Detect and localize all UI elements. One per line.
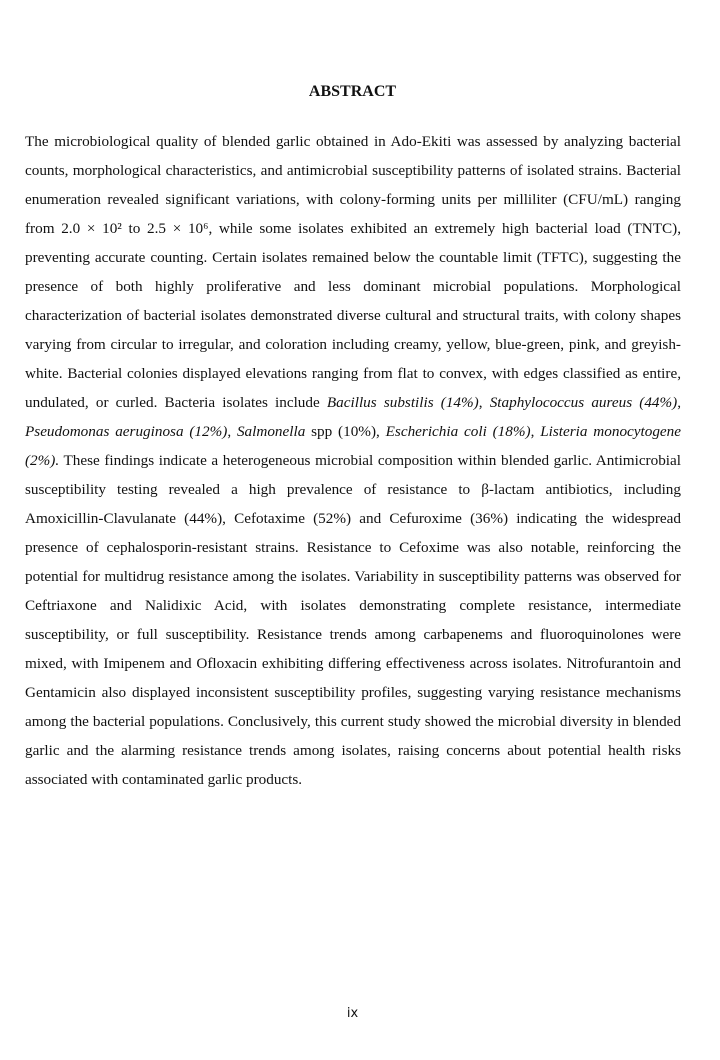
organism-salmonella: Salmonella <box>236 423 306 440</box>
abstract-heading: ABSTRACT <box>308 83 397 100</box>
salmonella-spp-text: spp (10%), <box>305 423 386 440</box>
abstract-paragraph <box>25 127 681 794</box>
page-number: ix <box>346 1006 359 1021</box>
organism-ecoli: Escherichia coli (18%) <box>385 423 531 440</box>
separator: , <box>227 423 237 440</box>
separator: , <box>677 394 682 411</box>
organism-staphylococcus: Staphylococcus aureus (44%) <box>489 394 678 411</box>
organism-pseudomonas: Pseudomonas aeruginosa (12%) <box>25 423 228 440</box>
abstract-text-intro: The microbiological quality of blended garlic obtained in Ado-Ekiti was assessed by analyzing bacterial counts, morphological characteristics, and antimicrobial susceptibility patterns of isolated strains. Bacterial enumeration revealed significant variations, with colony-forming units per milliliter (CFU/mL) ranging from 2.0 × 10² to 2.5 × 10⁶, while some isolates exhibited an extremely high bacterial load (TNTC), preventing accurate counting. Certain isolates remained below the countable limit (TFTC), suggesting the presence of both highly proliferative and less dominant microbial populations. Morphological characterization of bacterial isolates demonstrated diverse cultural and structural traits, with colony shapes varying from circular to irregular, and coloration including creamy, yellow, blue-green, pink, and greyish-white. Bacterial colonies displayed elevations ranging from flat to convex, with edges classified as entire, undulated, or curled. Bacteria isolates include <box>25 133 681 411</box>
separator: , <box>478 394 490 411</box>
separator: , <box>530 423 541 440</box>
organism-listeria: Listeria monocytogene (2%). <box>25 423 682 469</box>
organism-bacillus: Bacillus substilis (14%) <box>326 394 479 411</box>
abstract-text-findings: These findings indicate a heterogeneous microbial composition within blended garlic. Antimicrobial susceptibility testing revealed a high prevalence of resistance to β-lactam antibiotics, including Amoxicillin-Clavulanate (44%), Cefotaxime (52%) and Cefuroxime (36%) indicating the widespread presence of cephalosporin-resistant strains. Resistance to Cefoxime was also notable, reinforcing the potential for multidrug resistance among the isolates. Variability in susceptibility patterns was observed for Ceftriaxone and Nalidixic Acid, with isolates demonstrating complete resistance, intermediate susceptibility, or full susceptibility. Resistance trends among carbapenems and fluoroquinolones were mixed, with Imipenem and Ofloxacin exhibiting differing effectiveness across isolates. Nitrofurantoin and Gentamicin also displayed inconsistent susceptibility profiles, suggesting varying resistance mechanisms among the bacterial populations. Conclusively, this current study showed the microbial diversity in blended garlic and the alarming resistance trends among isolates, raising concerns about potential health risks associated with contaminated garlic products. <box>25 452 681 788</box>
